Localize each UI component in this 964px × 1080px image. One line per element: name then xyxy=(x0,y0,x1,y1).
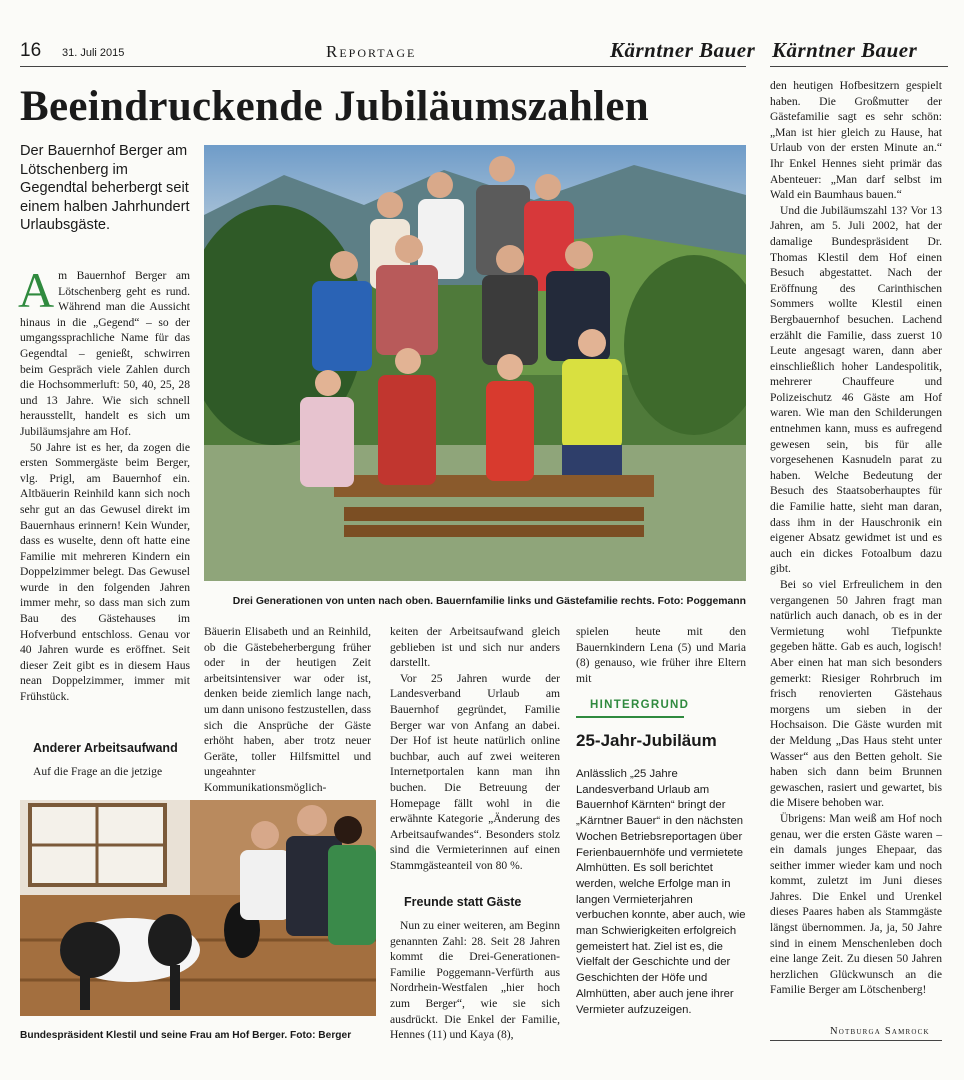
page-number: 16 xyxy=(20,40,42,61)
paragraph: Und die Jubiläumszahl 13? Vor 13 Jahren, am 5. Juli 2002, hat der damalige Bundespräsident Dr. Thomas Klestil dem Hof einen Besuch abgestattet. Nach der Eröffnung des Carinthischen Sommers wollte Klestil einen Bergbauernhof besuchen. Lachend erzählt die Familie, dass zuerst 10 Leute angesagt waren, dann aber einschließlich hoher Landespolitik, mehrerer Chauffeure und Polizeischutz 46 Gäste am Hof waren. Wie man den Schilderungen entnehmen kann, muss es aufregend gewesen sein, bis für alle vorgesehenen Kasnudeln parat zu haben. Welche Bedeutung der Besuch des Staatsoberhauptes für die Familie hatte, sieht man daran, dass ihm in der Hauschronik ein eigener Absatz gewidmet ist und es auch ein dickes Fotoalbum dazu gibt. xyxy=(770,203,942,576)
article-column-5 xyxy=(770,78,942,998)
paragraph: Nun zu einer weiteren, am Beginn genannten Zahl: 28. Seit 28 Jahren kommt die Drei-Generationen-Familie Poggemann-Verfürth aus Nordrhein-Westfalen „hier hoch zum Berger“, wie sie sich ausdrückt. Die Enkel der Familie, Hennes (11) und Kaya (8), xyxy=(390,919,560,1042)
article-column-4 xyxy=(576,624,746,686)
section-title: Reportage xyxy=(326,42,417,61)
subheading: Anderer Arbeitsaufwand xyxy=(33,741,178,755)
masthead-right: Kärntner Bauer xyxy=(772,38,918,62)
header-rule-right xyxy=(770,66,948,67)
article-column-2 xyxy=(204,624,371,796)
photo-caption: Bundespräsident Klestil und seine Frau am Hof Berger. Foto: Berger xyxy=(20,1030,352,1041)
president-visit-photo xyxy=(20,800,376,1016)
paragraph: Übrigens: Man weiß am Hof noch genau, wer die ersten Gäste waren – ein damals junges Ehepaar, das seither immer wieder kam und noch kommt, zuletzt im Juni dieses Jahres. Die Enkel und Urenkel dieses Paares haben als Stammgäste längst übernommen. Ja, ja, 50 Jahre sind in einem Menschenleben doch eine lange Zeit. Zu diesen 50 Jahren herzlichen Glückwunsch an die Familie Berger am Lötschenberg! xyxy=(770,811,942,997)
issue-date: 31. Juli 2015 xyxy=(62,47,125,59)
headline: Beeindruckende Jubiläumszahlen xyxy=(20,83,650,130)
paragraph: den heutigen Hofbesitzern gespielt haben. Die Großmutter der Gästefamilie sagt es sehr schön: „Man ist hier gleich zu Hause, hat Urlaub von der ersten Minute an.“ Ihr Enkel Hennes sieht primär das Abenteuer: „Man darf selbst im Wald ein Baumhaus bauen.“ xyxy=(770,79,942,202)
family-photo xyxy=(204,145,746,581)
subheading: Freunde statt Gäste xyxy=(404,895,522,909)
lead-paragraph: Der Bauernhof Berger am Lötschenberg im Gegendtal beherbergt seit einem halben Jahrhundert Urlaubsgäste. xyxy=(20,143,190,233)
article-column-3-continued xyxy=(390,918,560,1043)
paragraph: Vor 25 Jahren wurde der Landesverband Urlaub am Bauernhof gegründet, Familie Berger war von Anfang an dabei. Der Hof ist heute natürlich online buchbar, auch auf zwei weiteren Internetportalen kann man ihn buchen. Die Betreuung der Homepage fällt wohl in die erwähnte Kategorie „Änderung des Arbeitsaufwandes“. Besonders stolz sind die Vermieterinnen auf einen Stammgästeanteil von 80 %. xyxy=(390,671,560,872)
paragraph: spielen heute mit den Bauernkindern Lena (5) und Maria (8) genauso, wie früher ihre Eltern mit xyxy=(576,625,746,685)
header-rule xyxy=(20,66,746,67)
photo-caption: Drei Generationen von unten nach oben. Bauernfamilie links und Gästefamilie rechts. Foto: Poggemann xyxy=(232,596,746,607)
byline-rule xyxy=(770,1040,942,1041)
infobox-text: Anlässlich „25 Jahre Landesverband Urlaub am Bauernhof Kärnten“ bringt der „Kärntner Bauer“ in den nächsten Wochen Betriebsreportagen über Ferienbauernhöfe und vermietete Almhütten. Es soll berichtet werden, welche Erfolge man in langen Vermieterjahren verbuchen konnte, aber auch, wie man Schwierigkeiten erfolgreich gemeistert hat. Ziel ist es, die Vielfalt der Geschichte und der Geschichten der Höfe und Almhütten, aber auch jene ihrer Vermieter aufzuzeigen. xyxy=(576,768,746,1016)
author-byline: Notburga Samrock xyxy=(830,1026,930,1037)
article-column-1 xyxy=(18,262,190,705)
masthead: Kärntner Bauer xyxy=(610,38,756,62)
paragraph: Am Bauernhof Berger am Lötschenberg geht es rund. Während man die Aussicht hinaus in die „Gegend“ – so der umgangssprachliche Name für das Gegendtal – genießt, schwirren beim Gespräch viele Zahlen durch die Hochsommerluft: 50, 40, 25, 28 und 13 Jahre. Wie sich schnell herausstellt, handelt es sich um Jubiläumsjahre am Hof. xyxy=(18,262,190,438)
infobox-title: 25-Jahr-Jubiläum xyxy=(576,731,717,750)
infobox-label: HINTERGRUND xyxy=(590,699,690,711)
paragraph: Bäuerin Elisabeth und an Reinhild, ob die Gästebeherbergung früher oder in der heutigen Zeit arbeitsintensiver war oder ist, denken beide ziemlich lange nach, um dann unisono festzustellen, dass sich die Ansprüche der Gäste erhöht haben, aber trotz neuer Geräte, toller Hilfsmittel und ungeahnter Kommunikationsmöglich- xyxy=(204,625,371,794)
paragraph: keiten der Arbeitsaufwand gleich geblieben ist und sich nur anders darstellt. xyxy=(390,625,560,670)
article-column-1-continued xyxy=(33,764,190,780)
paragraph: Auf die Frage an die jetzige xyxy=(33,765,163,778)
paragraph: Bei so viel Erfreulichem in den vergangenen 50 Jahren fragt man natürlich auch danach, ob es in der Vermietung wohl Tiefpunkte gegeben hätte. Gab es auch, logisch! Aber einen hat man sich besonders gemerkt: Riesiger Rohrbruch im frisch renovierten Gästehaus morgens um sieben in der Hochsaison. Die Gäste wurden mit der Meldung „Das Haus steht unter Wasser“ aus den Betten geholt. Sie haben sich dann beim Brunnen gewaschen, rasiert und gewartet, bis die Misere behoben war. xyxy=(770,578,942,810)
drop-cap: A xyxy=(18,262,55,318)
paragraph: 50 Jahre ist es her, da zogen die ersten Sommergäste beim Berger, vlg. Prigl, am Bauernhof ein. Altbäuerin Reinhild kann sich noch sehr gut an das Gewusel direkt im Bauernhaus erinnern! Kein Wunder, dass es wuselte, denn oft hatte eine Familie mit mehreren Kindern ein Doppelzimmer belegt. Das Gewusel wurde in den folgenden Jahren immer mehr, so dass man sich zum Bau des Gästehauses im Hofverbund entschloss. Genau vor 40 Jahren wurde es eröffnet. Seit dieser Zeit gibt es in diesem Haus nean Doppelzimmer, immer mit Frühstück. xyxy=(20,440,190,704)
article-column-3 xyxy=(390,624,560,874)
